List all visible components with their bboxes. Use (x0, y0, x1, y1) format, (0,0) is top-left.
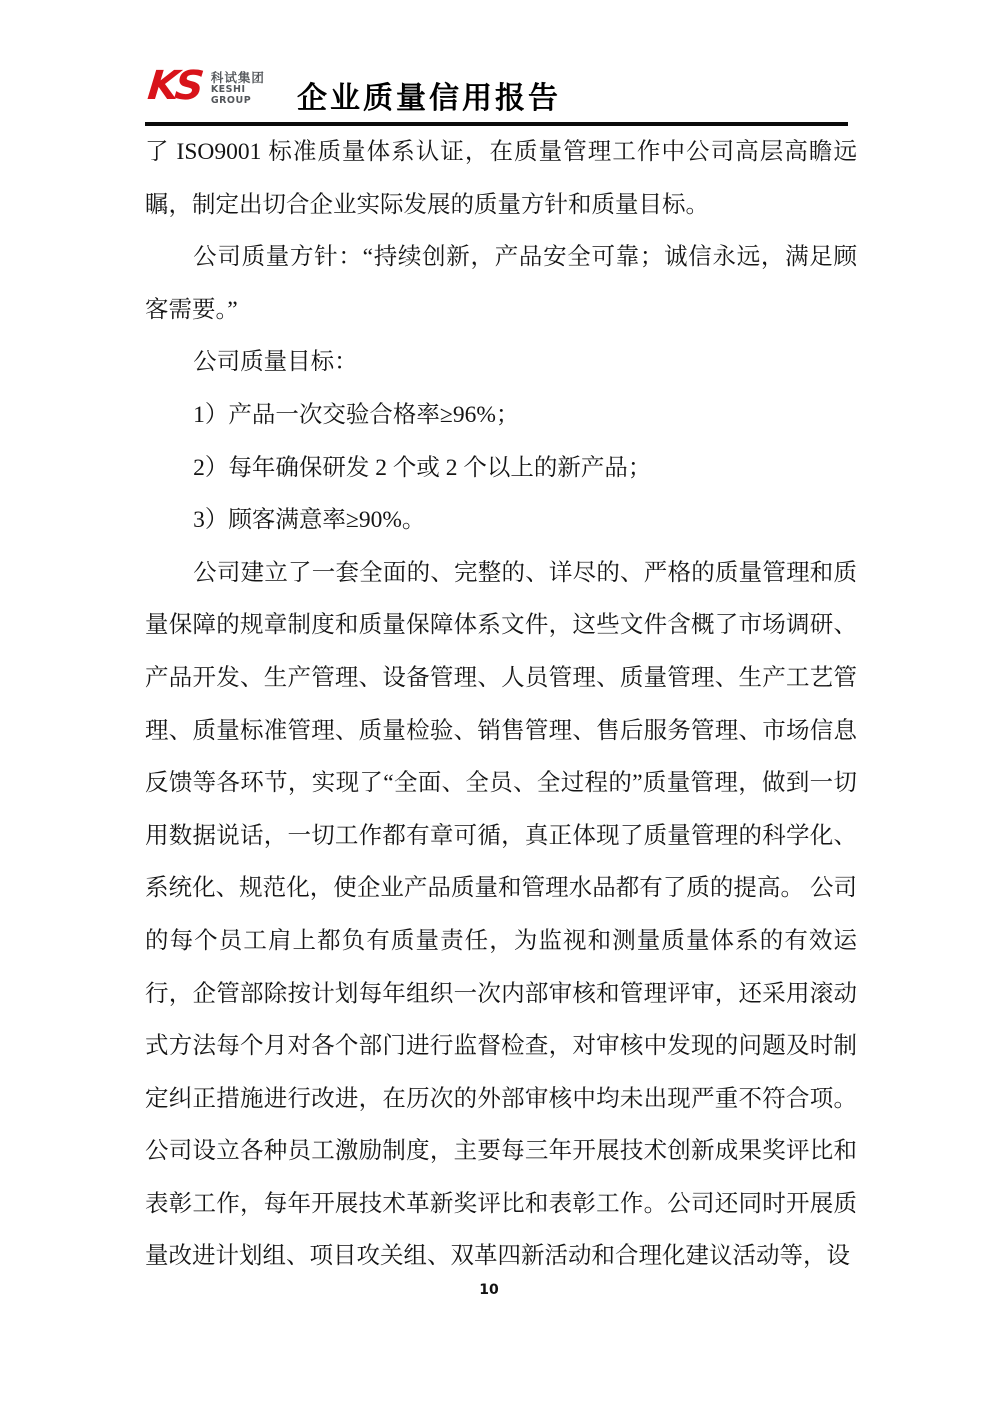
paragraph-quality-policy: 公司质量方针：“持续创新，产品安全可靠；诚信永远，满足顾客需要。” (145, 244, 857, 323)
logo-chinese-name: 科试集团 (210, 70, 265, 85)
logo-text-block (211, 70, 265, 106)
report-title: 企业质量信用报告 (297, 82, 561, 115)
page-number: 10 (479, 1282, 499, 1298)
ks-logo-mark: KS (145, 63, 203, 109)
keshi-group-logo (145, 63, 265, 109)
list-item-quality-target-1: 1）产品一次交验合格率≥96%； (193, 401, 520, 428)
list-item-quality-target-2: 2）每年确保研发 2 个或 2 个以上的新产品； (193, 454, 652, 481)
report-body (145, 126, 857, 1283)
list-item-quality-target-3: 3）顾客满意率≥90%。 (193, 507, 426, 534)
paragraph-quality-system: 公司建立了一套全面的、完整的、详尽的、严格的质量管理和质量保障的规章制度和质量保障体系文件，这些文件含概了市场调研、产品开发、生产管理、设备管理、人员管理、质量管理、生产工艺管理、质量标准管理、质量检验、销售管理、售后服务管理、市场信息反馈等各环节，实现了“全面、全员、全过程的”质量管理，做到一切用数据说话，一切工作都有章可循，真正体现了质量管理的科学化、系统化、规范化，使企业产品质量和管理水品都有了质的提高。 公司的每个员工肩上都负有质量责任，为监视和测量质量体系的有效运行，企管部除按计划每年组织一次内部审核和管理评审，还采用滚动式方法每个月对各个部门进行监督检查，对审核中发现的问题及时制定纠正措施进行改进，在历次的外部审核中均未出现严重不符合项。公司设立各种员工激励制度，主要每三年开展技术创新成果奖评比和表彰工作，每年开展技术革新奖评比和表彰工作。公司还同时开展质量改进计划组、项目攻关组、双革四新活动和合理化建议活动等，设 (145, 559, 857, 1270)
logo-english-name-line2: GROUP (210, 94, 252, 106)
paragraph-quality-targets-heading: 公司质量目标： (193, 349, 358, 376)
paragraph-iso-certification: 了 ISO9001 标准质量体系认证，在质量管理工作中公司高层高瞻远瞩，制定出切合企业实际发展的质量方针和质量目标。 (145, 139, 857, 218)
logo-english-name-line1: KESHI (210, 84, 246, 95)
page-header (145, 0, 848, 126)
